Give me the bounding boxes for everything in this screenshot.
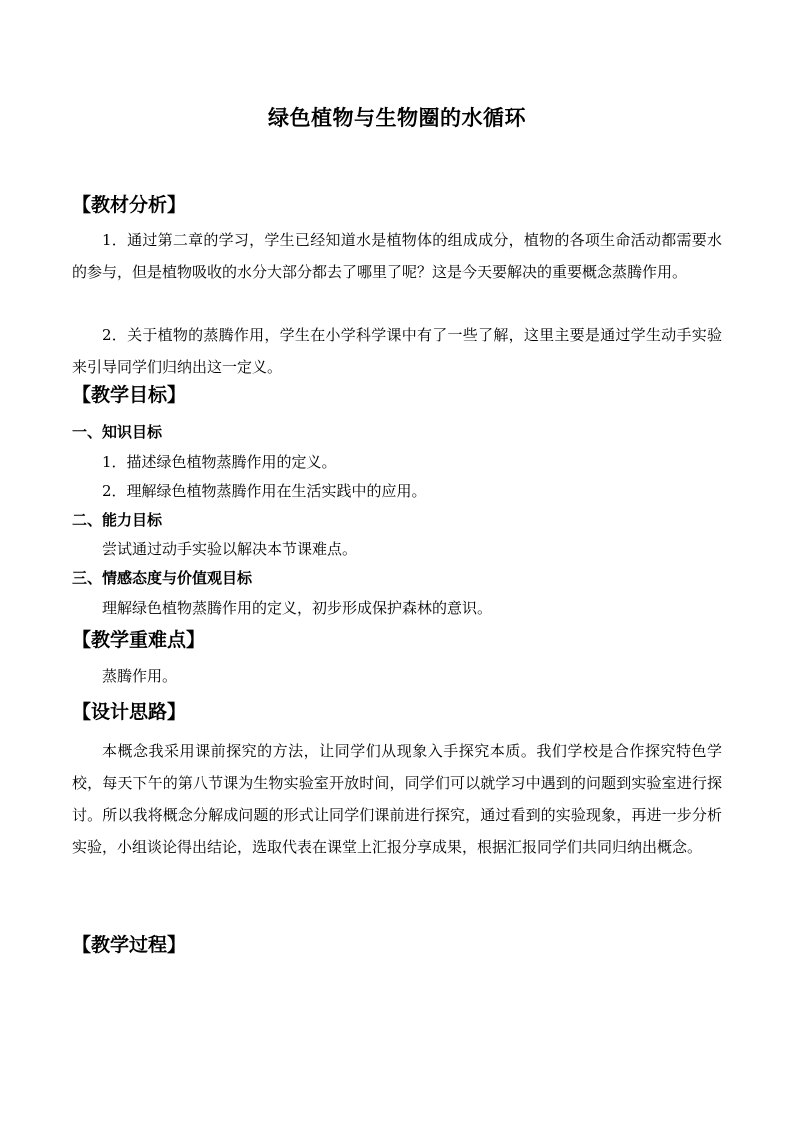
section-heading-key-points: 【教学重难点】 [72, 629, 206, 651]
subheading-emotion: 三、情感态度与价值观目标 [72, 569, 253, 587]
section-heading-analysis: 【教材分析】 [72, 194, 187, 216]
section-heading-process: 【教学过程】 [72, 934, 187, 956]
ability-item-1: 尝试通过动手实验以解决本节课难点。 [102, 540, 358, 558]
subheading-knowledge: 一、知识目标 [72, 423, 163, 441]
knowledge-item-2: 2．理解绿色植物蒸腾作用在生活实践中的应用。 [102, 482, 427, 500]
analysis-paragraph-1: 1．通过第二章的学习，学生已经知道水是植物体的组成成分，植物的各项生命活动都需要水的参与，但是植物吸收的水分大部分都去了哪里了呢？这是今天要解决的重要概念蒸腾作用。 [72, 231, 722, 281]
section-heading-design: 【设计思路】 [72, 701, 187, 723]
subheading-ability: 二、能力目标 [72, 511, 163, 529]
key-points-text: 蒸腾作用。 [102, 667, 178, 685]
analysis-paragraph-2: 2．关于植物的蒸腾作用，学生在小学科学课中有了一些了解，这里主要是通过学生动手实验来引导同学们归纳出这一定义。 [72, 326, 722, 376]
design-paragraph: 本概念我采用课前探究的方法，让同学们从现象入手探究本质。我们学校是合作探究特色学校，每天下午的第八节课为生物实验室开放时间，同学们可以就学习中遇到的问题到实验室进行探讨。所以我将概念分解成问题的形式让同学们课前进行探究，通过看到的实验现象，再进一步分析实验，小组谈论得出结论，选取代表在课堂上汇报分享成果，根据汇报同学们共同归纳出概念。 [72, 742, 722, 856]
page-title: 绿色植物与生物圈的水循环 [268, 106, 526, 130]
emotion-item-1: 理解绿色植物蒸腾作用的定义，初步形成保护森林的意识。 [102, 599, 493, 617]
knowledge-item-1: 1．描述绿色植物蒸腾作用的定义。 [102, 453, 337, 471]
section-heading-objectives: 【教学目标】 [72, 384, 187, 406]
